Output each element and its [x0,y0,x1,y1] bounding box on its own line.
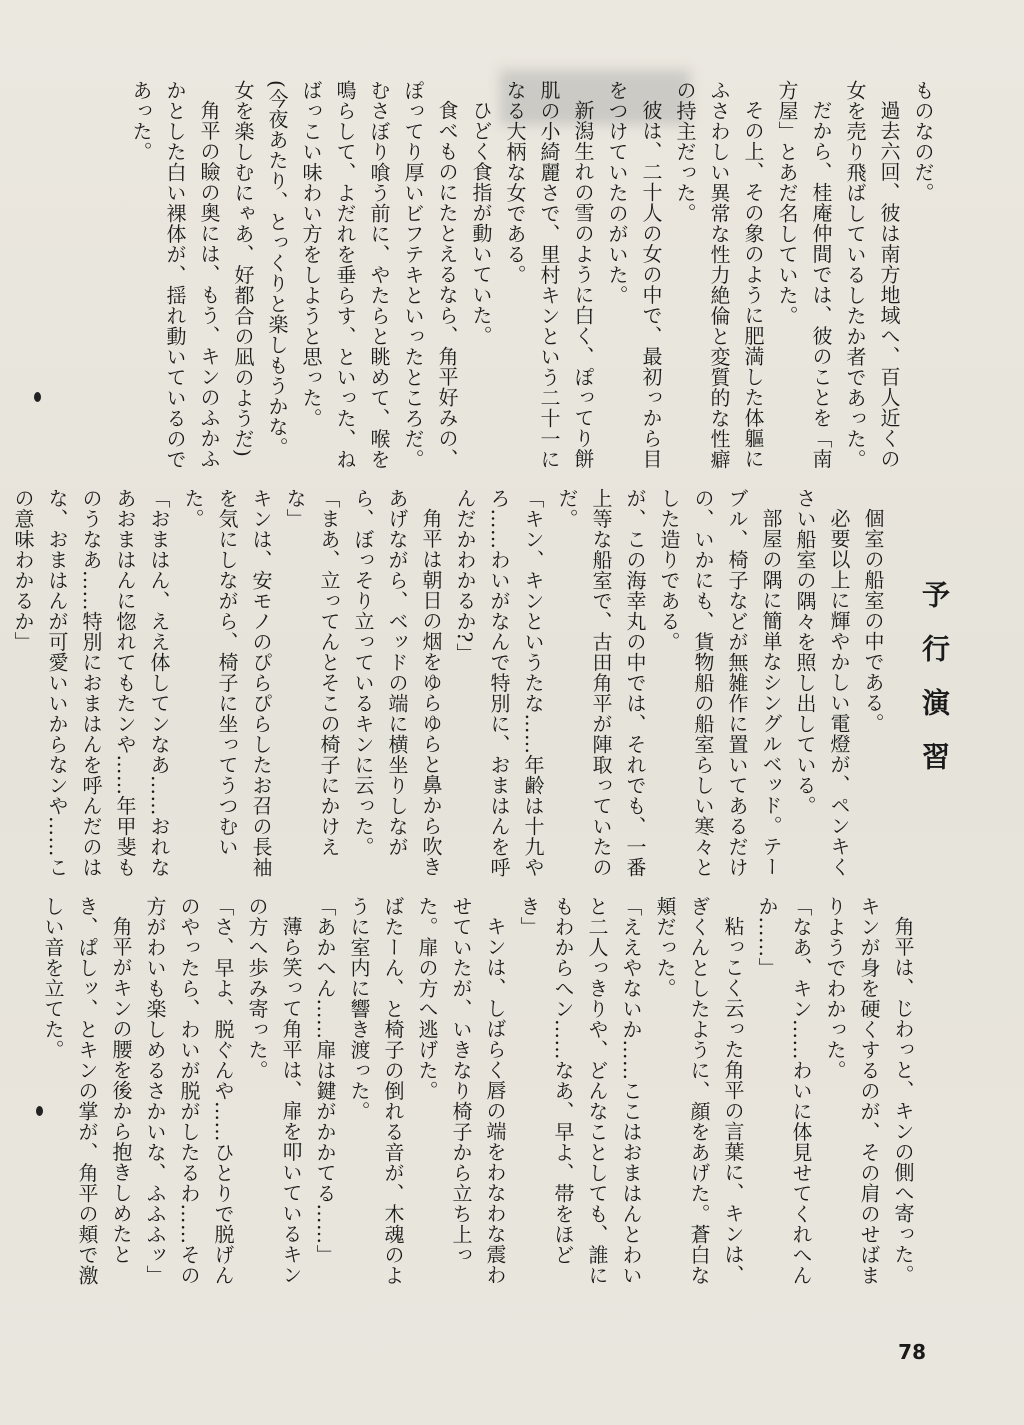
paragraph: 「おまはん、ええ体してンなあ……おれなあおまはんに惚れてもたンや……年甲斐ものうなあ……特別におまはんを呼んだのはな、おまはんが可愛いいからなンや……この意味わかるか」 [11,488,171,878]
paragraph: 必要以上に輝やかしい電燈が、ペンキくさい船室の隅々を照し出している。 [793,488,851,877]
page-number: 78 [898,1340,926,1364]
paragraph: 薄ら笑って角平は、扉を叩いているキンの方へ歩み寄った。 [245,896,303,1285]
paragraph: 食べものにたとえるなら、角平好みの、ぽってり厚いビフテキといったところだ。むさぼり喰う前に、やたらと眺めて、喉を鳴らして、よだれを垂らす、といった、ねばっこい味わい方をしようと思った。 [299,80,459,470]
paragraph: ものなのだ。 [911,80,935,203]
paragraph: 部屋の隅に簡単なシングルベッド。テーブル、椅子などが無雑作に置いてあるだけの、いかにも、貨物船の船室らしい寒々とした造りである。 [657,488,783,878]
paragraph: 角平は、じわっと、キンの側へ寄った。キンが身を硬くするのが、その肩のせばまりようでわかった。 [823,896,915,1286]
paragraph: 「なあ、キン……わいに体見せてくれへんか……」 [755,896,813,1286]
paragraph: 角平の瞼の奥には、もう、キンのふかふかとした白い裸体が、揺れ動いているのであった。 [129,80,221,470]
text-band-middle [11,488,934,878]
paragraph: 個室の船室の中である。 [861,508,885,734]
paragraph: ひどく食指が動いていた。 [469,100,493,346]
paragraph: 「さ、早よ、脱ぐんや……ひとりで脱げんのやったら、わいが脱がしたるわ……その方がわいも楽しめるさかいな、ふふふッ」 [143,896,235,1286]
paragraph: キンは、安モノのぴらぴらしたお召の長袖を気にしながら、椅子に坐ってうつむいた。 [181,488,273,878]
paragraph: 「キン、キンというたな……年齢は十九やろ……わいがなんで特別に、おまはんを呼んだかわかるか?」 [453,488,545,878]
paragraph: が、この海幸丸の中では、それでも、一番上等な船室で、古田角平が陣取っていたのだ。 [555,488,647,878]
section-heading: 予行演習 [918,580,951,796]
paragraph: キンは、しばらく唇の端をわなわな震わせていたが、いきなり椅子から立ち上った。扉の方へ逃げた。 [415,896,507,1285]
paragraph: 新潟生れの雪のように白く、ぽってり餅肌の小綺麗さで、里村キンという二十一になる大柄な女である。 [503,80,595,470]
paragraph: 「ええやないか……ここはおまはんとわいと二人っきりや、どんなことしても、誰にもわからへン……なあ、早よ、帯をほどき」 [517,896,643,1286]
text-band-bottom [41,896,964,1286]
paragraph: 彼は、二十人の女の中で、最初っから目をつけていたのがいた。 [605,80,663,469]
paragraph: 「まあ、立ってんとそこの椅子にかけえな」 [283,488,341,857]
paragraph: (今夜あたり、とっくりと楽しもうかな。女を楽しむにゃあ、好都合の凪のようだ) [231,80,289,458]
paragraph: だから、桂庵仲間では、彼のことを「南方屋」とあだ名していた。 [775,80,833,469]
paragraph: その上、その象のように肥満した体軀にふさわしい異常な性力絶倫と変質的な性癖の持主だった。 [673,80,765,470]
text-band-top [129,80,984,470]
paragraph: 角平は朝日の烟をゆらゆらと鼻から吹きあげながら、ベッドの端に横坐りしながら、ぼっそり立っているキンに云った。 [351,488,443,877]
paragraph: 角平がキンの腰を後から抱きしめたとき、ぱしッ、とキンの掌が、角平の頬で激しい音を立てた。 [41,896,133,1286]
paragraph: ばたーん、と椅子の倒れる音が、木魂のように室内に響き渡った。 [347,896,405,1286]
paragraph: 粘っこく云った角平の言葉に、キンは、ぎくんとしたように、顔をあげた。蒼白な頬だった。 [653,896,745,1286]
page-blemish [34,392,41,402]
paragraph: 「あかへん……扉は鍵がかかてる……」 [313,896,337,1265]
paragraph: 過去六回、彼は南方地域へ、百人近くの女を売り飛ばしているしたか者であった。 [843,80,901,470]
